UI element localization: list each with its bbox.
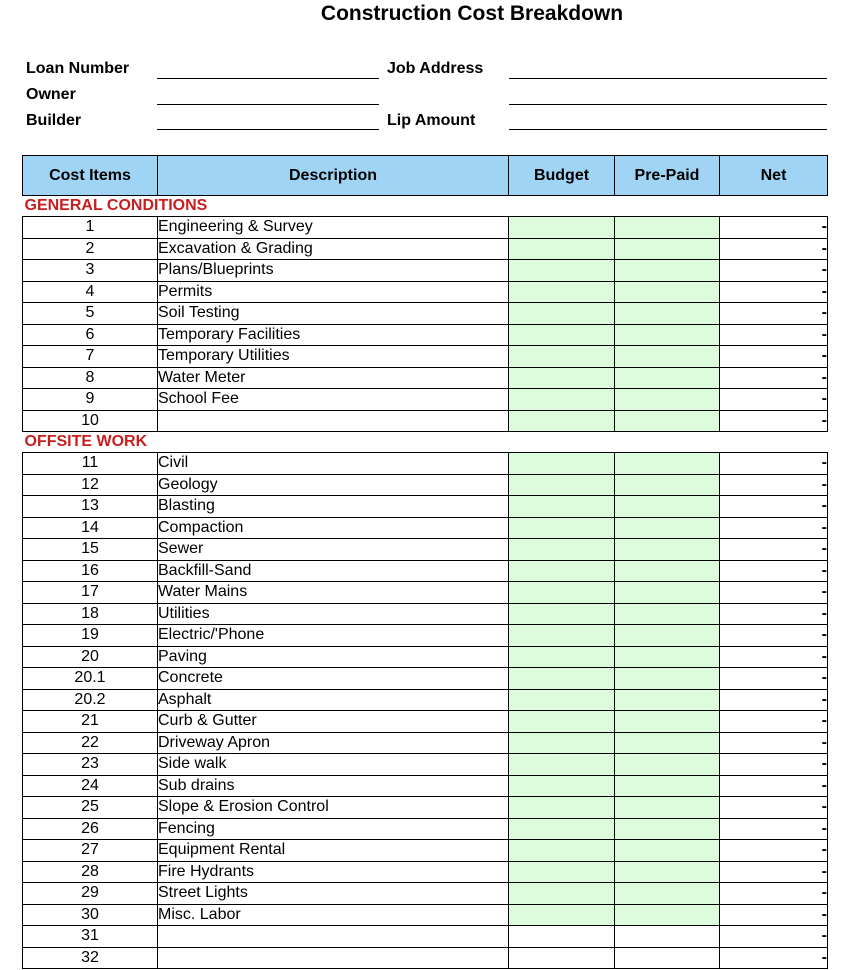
table-row <box>23 389 828 411</box>
description-cell[interactable]: Geology <box>158 474 509 496</box>
budget-cell[interactable] <box>509 260 615 282</box>
item-number-cell: 11 <box>23 453 158 475</box>
budget-cell[interactable] <box>509 560 615 582</box>
net-cell: - <box>720 603 828 625</box>
item-number-cell: 32 <box>23 947 158 969</box>
prepaid-cell[interactable] <box>615 324 720 346</box>
budget-cell[interactable] <box>509 797 615 819</box>
loan-number-field[interactable] <box>157 78 379 79</box>
table-row <box>23 646 828 668</box>
column-header-prepaid: Pre-Paid <box>615 156 720 196</box>
prepaid-cell[interactable] <box>615 689 720 711</box>
prepaid-cell[interactable] <box>615 582 720 604</box>
item-number-cell: 2 <box>23 238 158 260</box>
description-cell[interactable]: Side walk <box>158 754 509 776</box>
table-row <box>23 281 828 303</box>
description-cell[interactable]: Permits <box>158 281 509 303</box>
budget-cell[interactable] <box>509 474 615 496</box>
net-cell: - <box>720 389 828 411</box>
description-cell[interactable]: Concrete <box>158 668 509 690</box>
description-cell[interactable]: Compaction <box>158 517 509 539</box>
prepaid-cell[interactable] <box>615 818 720 840</box>
section-title: GENERAL CONDITIONS <box>24 197 208 214</box>
table-row <box>23 474 828 496</box>
table-row <box>23 582 828 604</box>
description-cell[interactable]: Asphalt <box>158 689 509 711</box>
description-cell[interactable]: Sub drains <box>158 775 509 797</box>
budget-cell[interactable] <box>509 926 615 948</box>
prepaid-cell[interactable] <box>615 217 720 239</box>
prepaid-cell[interactable] <box>615 646 720 668</box>
budget-cell[interactable] <box>509 453 615 475</box>
prepaid-cell[interactable] <box>615 904 720 926</box>
description-cell[interactable]: Plans/Blueprints <box>158 260 509 282</box>
prepaid-cell[interactable] <box>615 560 720 582</box>
item-number-cell: 16 <box>23 560 158 582</box>
prepaid-cell[interactable] <box>615 668 720 690</box>
item-number-cell: 24 <box>23 775 158 797</box>
item-number-cell: 8 <box>23 367 158 389</box>
net-cell: - <box>720 346 828 368</box>
item-number-cell: 21 <box>23 711 158 733</box>
net-cell: - <box>720 281 828 303</box>
budget-cell[interactable] <box>509 818 615 840</box>
description-cell[interactable]: Sewer <box>158 539 509 561</box>
description-cell[interactable]: School Fee <box>158 389 509 411</box>
description-cell[interactable]: Backfill-Sand <box>158 560 509 582</box>
prepaid-cell[interactable] <box>615 711 720 733</box>
lip-amount-field[interactable] <box>509 129 827 130</box>
table-row <box>23 367 828 389</box>
net-cell: - <box>720 324 828 346</box>
table-row <box>23 668 828 690</box>
description-cell[interactable]: Utilities <box>158 603 509 625</box>
budget-cell[interactable] <box>509 517 615 539</box>
owner-field[interactable] <box>157 104 379 105</box>
item-number-cell: 1 <box>23 217 158 239</box>
net-cell: - <box>720 775 828 797</box>
budget-cell[interactable] <box>509 904 615 926</box>
prepaid-cell[interactable] <box>615 926 720 948</box>
item-number-cell: 4 <box>23 281 158 303</box>
table-row <box>23 818 828 840</box>
net-cell: - <box>720 303 828 325</box>
description-cell[interactable]: Driveway Apron <box>158 732 509 754</box>
section-header-row <box>23 432 828 453</box>
section-header-row <box>23 196 828 217</box>
lip-amount-label: Lip Amount <box>387 112 476 129</box>
net-cell: - <box>720 367 828 389</box>
net-cell: - <box>720 732 828 754</box>
table-row <box>23 861 828 883</box>
prepaid-cell[interactable] <box>615 625 720 647</box>
budget-cell[interactable] <box>509 947 615 969</box>
description-cell[interactable]: Slope & Erosion Control <box>158 797 509 819</box>
prepaid-cell[interactable] <box>615 861 720 883</box>
table-row <box>23 904 828 926</box>
owner-label: Owner <box>26 86 76 103</box>
net-cell: - <box>720 625 828 647</box>
item-number-cell: 9 <box>23 389 158 411</box>
table-row <box>23 775 828 797</box>
net-cell: - <box>720 260 828 282</box>
prepaid-cell[interactable] <box>615 389 720 411</box>
prepaid-cell[interactable] <box>615 474 720 496</box>
description-cell[interactable]: Engineering & Survey <box>158 217 509 239</box>
item-number-cell: 18 <box>23 603 158 625</box>
net-cell: - <box>720 582 828 604</box>
prepaid-cell[interactable] <box>615 367 720 389</box>
budget-cell[interactable] <box>509 883 615 905</box>
table-row <box>23 926 828 948</box>
description-cell[interactable]: Street Lights <box>158 883 509 905</box>
column-header-cost-items: Cost Items <box>23 156 158 196</box>
item-number-cell: 5 <box>23 303 158 325</box>
description-cell[interactable]: Temporary Utilities <box>158 346 509 368</box>
item-number-cell: 20 <box>23 646 158 668</box>
budget-cell[interactable] <box>509 281 615 303</box>
section-title: OFFSITE WORK <box>24 433 148 450</box>
table-row <box>23 410 828 432</box>
net-cell: - <box>720 668 828 690</box>
table-row <box>23 840 828 862</box>
item-number-cell: 19 <box>23 625 158 647</box>
budget-cell[interactable] <box>509 646 615 668</box>
net-cell: - <box>720 947 828 969</box>
prepaid-cell[interactable] <box>615 603 720 625</box>
net-cell: - <box>720 496 828 518</box>
column-header-budget: Budget <box>509 156 615 196</box>
column-header-net: Net <box>720 156 828 196</box>
budget-cell[interactable] <box>509 689 615 711</box>
table-row <box>23 324 828 346</box>
net-cell: - <box>720 689 828 711</box>
item-number-cell: 31 <box>23 926 158 948</box>
table-row <box>23 303 828 325</box>
budget-cell[interactable] <box>509 217 615 239</box>
item-number-cell: 7 <box>23 346 158 368</box>
job-address-field-line2[interactable] <box>509 104 827 105</box>
net-cell: - <box>720 926 828 948</box>
table-row <box>23 625 828 647</box>
prepaid-cell[interactable] <box>615 281 720 303</box>
prepaid-cell[interactable] <box>615 238 720 260</box>
prepaid-cell[interactable] <box>615 797 720 819</box>
table-row <box>23 947 828 969</box>
cost-table <box>22 155 828 969</box>
description-cell[interactable]: Misc. Labor <box>158 904 509 926</box>
job-address-field[interactable] <box>509 78 827 79</box>
description-cell[interactable] <box>158 947 509 969</box>
table-row <box>23 560 828 582</box>
prepaid-cell[interactable] <box>615 410 720 432</box>
table-row <box>23 539 828 561</box>
description-cell[interactable]: Civil <box>158 453 509 475</box>
budget-cell[interactable] <box>509 861 615 883</box>
item-number-cell: 13 <box>23 496 158 518</box>
item-number-cell: 22 <box>23 732 158 754</box>
budget-cell[interactable] <box>509 840 615 862</box>
net-cell: - <box>720 539 828 561</box>
table-row <box>23 732 828 754</box>
description-cell[interactable]: Soil Testing <box>158 303 509 325</box>
net-cell: - <box>720 754 828 776</box>
budget-cell[interactable] <box>509 754 615 776</box>
budget-cell[interactable] <box>509 582 615 604</box>
net-cell: - <box>720 883 828 905</box>
prepaid-cell[interactable] <box>615 840 720 862</box>
prepaid-cell[interactable] <box>615 754 720 776</box>
budget-cell[interactable] <box>509 775 615 797</box>
prepaid-cell[interactable] <box>615 453 720 475</box>
column-header-description: Description <box>158 156 509 196</box>
table-row <box>23 797 828 819</box>
description-cell[interactable]: Paving <box>158 646 509 668</box>
prepaid-cell[interactable] <box>615 775 720 797</box>
budget-cell[interactable] <box>509 711 615 733</box>
budget-cell[interactable] <box>509 668 615 690</box>
page-title: Construction Cost Breakdown <box>320 2 624 25</box>
description-cell[interactable] <box>158 410 509 432</box>
table-row <box>23 754 828 776</box>
description-cell[interactable]: Electric/'Phone <box>158 625 509 647</box>
description-cell[interactable]: Water Mains <box>158 582 509 604</box>
prepaid-cell[interactable] <box>615 517 720 539</box>
budget-cell[interactable] <box>509 324 615 346</box>
description-cell[interactable]: Equipment Rental <box>158 840 509 862</box>
item-number-cell: 26 <box>23 818 158 840</box>
net-cell: - <box>720 904 828 926</box>
builder-field[interactable] <box>157 129 379 130</box>
item-number-cell: 17 <box>23 582 158 604</box>
prepaid-cell[interactable] <box>615 732 720 754</box>
prepaid-cell[interactable] <box>615 539 720 561</box>
net-cell: - <box>720 840 828 862</box>
net-cell: - <box>720 646 828 668</box>
budget-cell[interactable] <box>509 496 615 518</box>
table-row <box>23 217 828 239</box>
item-number-cell: 30 <box>23 904 158 926</box>
description-cell[interactable]: Fencing <box>158 818 509 840</box>
net-cell: - <box>720 797 828 819</box>
table-row <box>23 346 828 368</box>
item-number-cell: 29 <box>23 883 158 905</box>
description-cell[interactable]: Fire Hydrants <box>158 861 509 883</box>
net-cell: - <box>720 410 828 432</box>
table-header-row <box>23 156 828 196</box>
item-number-cell: 20.1 <box>23 668 158 690</box>
item-number-cell: 15 <box>23 539 158 561</box>
item-number-cell: 20.2 <box>23 689 158 711</box>
prepaid-cell[interactable] <box>615 303 720 325</box>
net-cell: - <box>720 861 828 883</box>
loan-number-label: Loan Number <box>26 60 130 77</box>
budget-cell[interactable] <box>509 367 615 389</box>
table-body <box>23 196 828 969</box>
item-number-cell: 10 <box>23 410 158 432</box>
net-cell: - <box>720 818 828 840</box>
table-row <box>23 260 828 282</box>
item-number-cell: 28 <box>23 861 158 883</box>
item-number-cell: 12 <box>23 474 158 496</box>
builder-label: Builder <box>26 112 82 129</box>
job-address-label: Job Address <box>387 60 484 77</box>
description-cell[interactable]: Temporary Facilities <box>158 324 509 346</box>
table-row <box>23 453 828 475</box>
prepaid-cell[interactable] <box>615 496 720 518</box>
budget-cell[interactable] <box>509 603 615 625</box>
net-cell: - <box>720 474 828 496</box>
item-number-cell: 14 <box>23 517 158 539</box>
table-row <box>23 883 828 905</box>
budget-cell[interactable] <box>509 389 615 411</box>
item-number-cell: 25 <box>23 797 158 819</box>
net-cell: - <box>720 217 828 239</box>
budget-cell[interactable] <box>509 410 615 432</box>
net-cell: - <box>720 238 828 260</box>
prepaid-cell[interactable] <box>615 947 720 969</box>
description-cell[interactable]: Excavation & Grading <box>158 238 509 260</box>
table-row <box>23 689 828 711</box>
net-cell: - <box>720 711 828 733</box>
item-number-cell: 3 <box>23 260 158 282</box>
description-cell[interactable]: Blasting <box>158 496 509 518</box>
prepaid-cell[interactable] <box>615 883 720 905</box>
table-row <box>23 603 828 625</box>
prepaid-cell[interactable] <box>615 346 720 368</box>
budget-cell[interactable] <box>509 732 615 754</box>
item-number-cell: 23 <box>23 754 158 776</box>
net-cell: - <box>720 517 828 539</box>
item-number-cell: 27 <box>23 840 158 862</box>
item-number-cell: 6 <box>23 324 158 346</box>
budget-cell[interactable] <box>509 346 615 368</box>
description-cell[interactable] <box>158 926 509 948</box>
prepaid-cell[interactable] <box>615 260 720 282</box>
table-row <box>23 517 828 539</box>
net-cell: - <box>720 453 828 475</box>
budget-cell[interactable] <box>509 539 615 561</box>
description-cell[interactable]: Curb & Gutter <box>158 711 509 733</box>
table-row <box>23 711 828 733</box>
description-cell[interactable]: Water Meter <box>158 367 509 389</box>
table-row <box>23 238 828 260</box>
net-cell: - <box>720 560 828 582</box>
table-row <box>23 496 828 518</box>
budget-cell[interactable] <box>509 238 615 260</box>
budget-cell[interactable] <box>509 625 615 647</box>
budget-cell[interactable] <box>509 303 615 325</box>
